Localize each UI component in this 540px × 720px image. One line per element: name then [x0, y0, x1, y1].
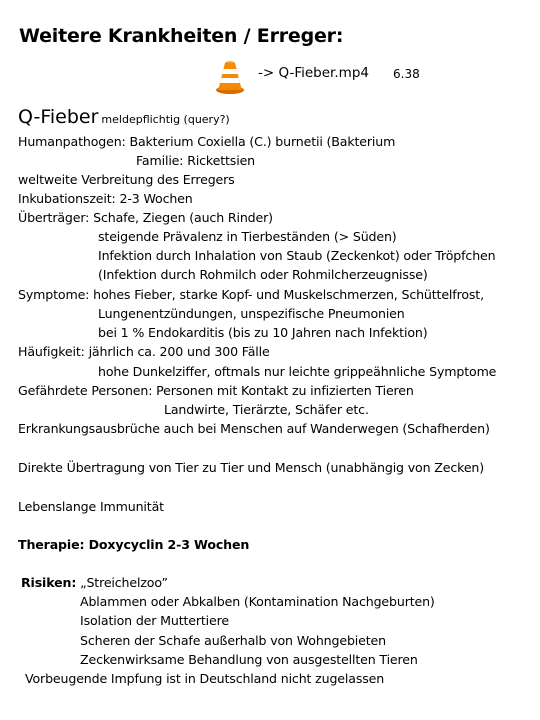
- disease-name: Q-Fieber: [18, 106, 99, 128]
- disease-note: meldepflichtig (query?): [101, 113, 230, 126]
- text-line: Gefährdete Personen: Personen mit Kontakt zu infizierten Tieren: [18, 383, 414, 398]
- text-line: Lebenslange Immunität: [18, 499, 164, 514]
- text-line: steigende Prävalenz in Tierbeständen (> Süden): [98, 229, 397, 244]
- text-line: Inkubationszeit: 2-3 Wochen: [18, 191, 193, 206]
- risks-label: Risiken:: [21, 575, 77, 590]
- text-line: Erkrankungsausbrüche auch bei Menschen auf Wanderwegen (Schafherden): [18, 421, 490, 436]
- text-line: Familie: Rickettsien: [136, 153, 255, 168]
- text-line: hohe Dunkelziffer, oftmals nur leichte grippeähnliche Symptome: [98, 364, 497, 379]
- disease-heading: [18, 108, 230, 127]
- text-line: Häufigkeit: jährlich ca. 200 und 300 Fälle: [18, 344, 270, 359]
- text-line: weltweite Verbreitung des Erregers: [18, 172, 235, 187]
- text-line: Überträger: Schafe, Ziegen (auch Rinder): [18, 210, 273, 225]
- media-link[interactable]: -> Q-Fieber.mp4: [258, 65, 369, 81]
- therapy-line: Therapie: Doxycyclin 2-3 Wochen: [18, 537, 250, 552]
- page-title: Weitere Krankheiten / Erreger:: [19, 25, 344, 47]
- text-line: Infektion durch Inhalation von Staub (Zeckenkot) oder Tröpfchen: [98, 248, 496, 263]
- text-line: Lungenentzündungen, unspezifische Pneumonien: [98, 306, 405, 321]
- media-timestamp: 6.38: [393, 67, 420, 81]
- text-line: Isolation der Muttertiere: [80, 613, 229, 628]
- risks-line: [21, 577, 168, 590]
- text-line: Zeckenwirksame Behandlung von ausgestellten Tieren: [80, 652, 418, 667]
- text-line: (Infektion durch Rohmilch oder Rohmilcherzeugnisse): [98, 267, 428, 282]
- text-line: Symptome: hohes Fieber, starke Kopf- und Muskelschmerzen, Schüttelfrost,: [18, 287, 484, 302]
- text-line: bei 1 % Endokarditis (bis zu 10 Jahren nach Infektion): [98, 325, 428, 340]
- text-line: Humanpathogen: Bakterium Coxiella (C.) burnetii (Bakterium: [18, 134, 396, 149]
- risks-text: „Streichelzoo”: [80, 575, 168, 590]
- text-line: Landwirte, Tierärzte, Schäfer etc.: [164, 402, 369, 417]
- text-line: Vorbeugende Impfung ist in Deutschland nicht zugelassen: [25, 671, 385, 686]
- text-line: Scheren der Schafe außerhalb von Wohngebieten: [80, 633, 386, 648]
- vlc-cone-icon[interactable]: [214, 57, 246, 95]
- text-line: Direkte Übertragung von Tier zu Tier und Mensch (unabhängig von Zecken): [18, 460, 485, 475]
- text-line: Ablammen oder Abkalben (Kontamination Nachgeburten): [80, 594, 435, 609]
